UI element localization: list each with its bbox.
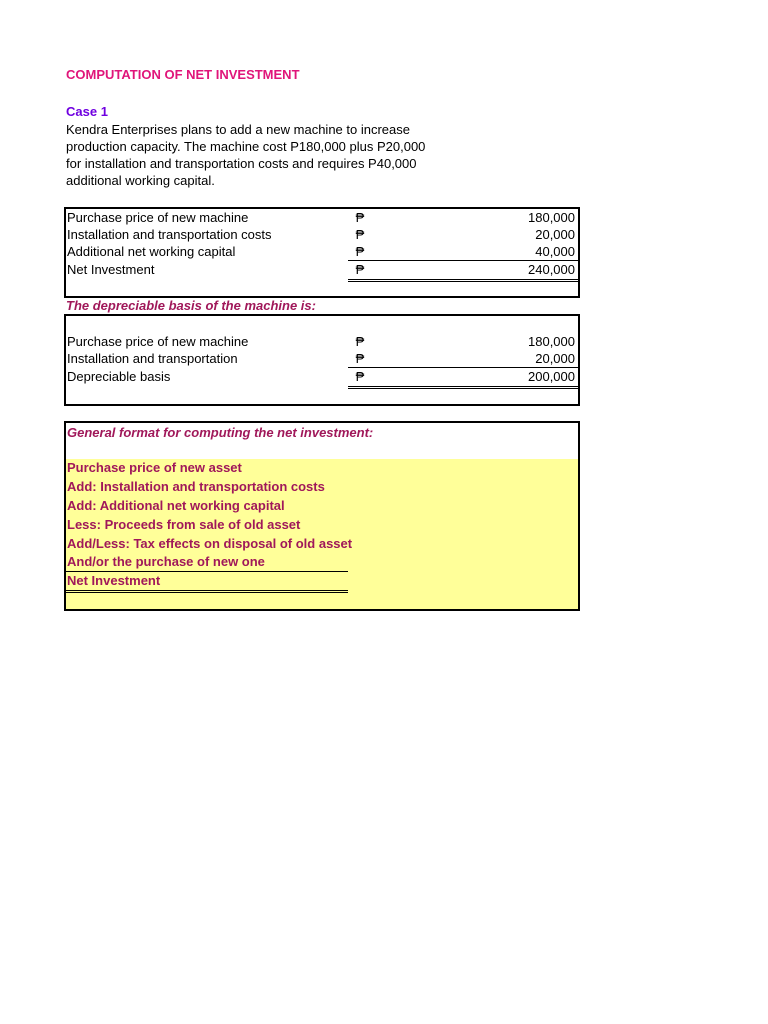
description-line: for installation and transportation costs and requires P40,000 (66, 156, 417, 171)
row-amount: 180,000 (528, 210, 575, 225)
row-amount: 20,000 (535, 351, 575, 366)
currency-symbol: ₱ (355, 334, 365, 349)
row-amount: 240,000 (528, 262, 575, 277)
row-label: Depreciable basis (67, 369, 171, 384)
case-label: Case 1 (66, 104, 108, 119)
case-description (66, 121, 486, 189)
page-title: COMPUTATION OF NET INVESTMENT (66, 67, 300, 82)
table-row (66, 209, 578, 226)
table-row (66, 333, 578, 350)
description-line: Kendra Enterprises plans to add a new machine to increase (66, 122, 410, 137)
format-item: Add/Less: Tax effects on disposal of old asset (67, 536, 353, 551)
row-label: Purchase price of new machine (67, 210, 249, 225)
depreciable-basis-heading: The depreciable basis of the machine is: (66, 298, 316, 313)
format-item-total: Net Investment (67, 573, 161, 588)
currency-symbol: ₱ (355, 262, 365, 277)
general-format-highlight (66, 459, 578, 609)
row-amount: 40,000 (535, 244, 575, 259)
row-label: Purchase price of new machine (67, 334, 249, 349)
total-row (66, 261, 578, 278)
currency-symbol: ₱ (355, 351, 365, 366)
currency-symbol: ₱ (355, 369, 365, 384)
row-label: Installation and transportation (67, 351, 238, 366)
row-label: Additional net working capital (67, 244, 236, 259)
currency-symbol: ₱ (355, 227, 365, 242)
table-row (66, 350, 578, 367)
row-label: Net Investment (67, 262, 155, 277)
total-double-rule (348, 279, 580, 282)
currency-symbol: ₱ (355, 210, 365, 225)
format-item: Less: Proceeds from sale of old asset (67, 517, 301, 532)
row-amount: 200,000 (528, 369, 575, 384)
total-row (66, 368, 578, 385)
general-format-heading: General format for computing the net investment: (67, 425, 374, 440)
row-amount: 180,000 (528, 334, 575, 349)
currency-symbol: ₱ (355, 244, 365, 259)
format-item: Purchase price of new asset (67, 460, 242, 475)
total-double-rule (348, 386, 580, 389)
format-item: Add: Additional net working capital (67, 498, 285, 513)
total-double-rule (66, 590, 348, 593)
table-row (66, 226, 578, 243)
description-line: production capacity. The machine cost P180,000 plus P20,000 (66, 139, 426, 154)
row-amount: 20,000 (535, 227, 575, 242)
table-row (66, 243, 578, 260)
net-investment-table (64, 207, 580, 298)
row-label: Installation and transportation costs (67, 227, 272, 242)
description-line: additional working capital. (66, 173, 215, 188)
general-format-box (64, 421, 580, 611)
format-item: Add: Installation and transportation costs (67, 479, 325, 494)
format-item: And/or the purchase of new one (67, 554, 265, 569)
depreciable-basis-table (64, 314, 580, 406)
